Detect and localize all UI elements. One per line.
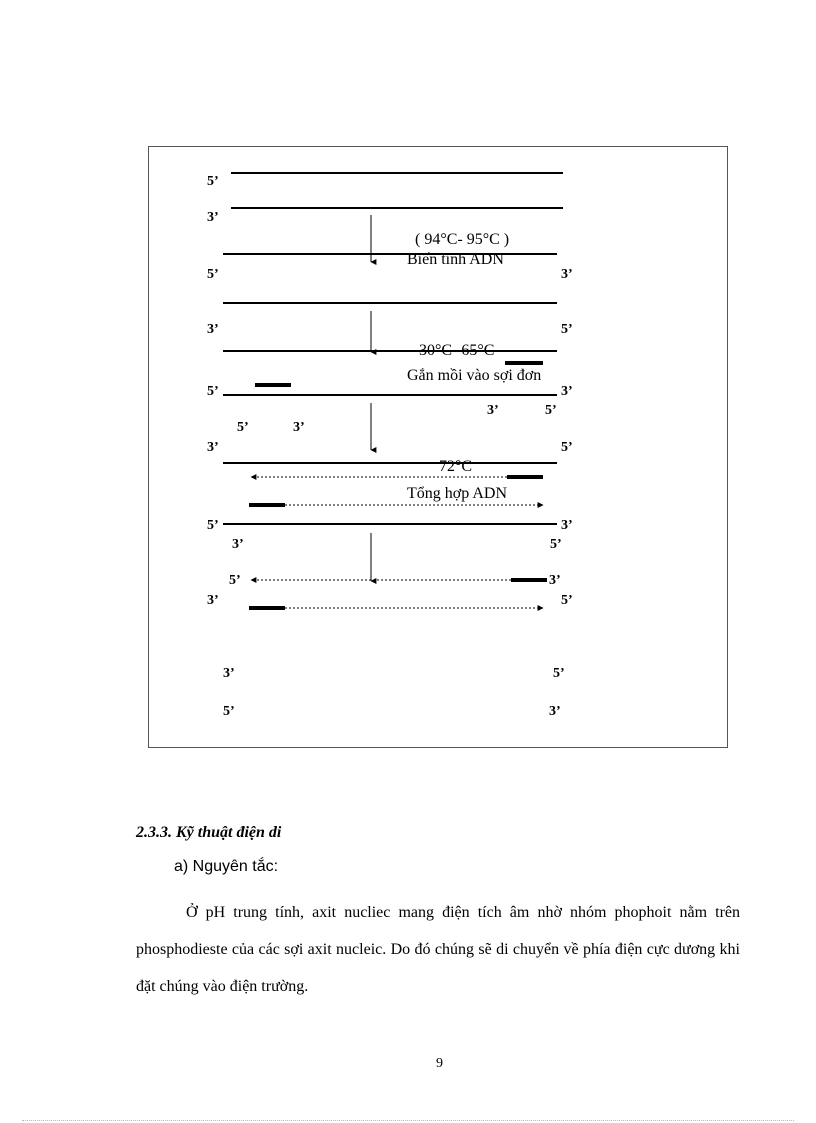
body-paragraph: Ở pH trung tính, axit nucliec mang điện tích âm nhờ nhóm phophoit nằm trên phosphodieste của các sợi axit nucleic. Do đó chúng sẽ di chuyển về phía điện cực dương khi đặt chúng vào điện trường.	[136, 904, 740, 995]
label-3prime: 3’	[293, 420, 305, 435]
section-subheading: a) Nguyên tắc:	[174, 858, 279, 875]
label-5prime: 5’	[561, 322, 573, 337]
pcr-diagram	[148, 146, 728, 748]
pcr-diagram-svg	[149, 147, 727, 747]
page-number: 9	[436, 1056, 443, 1071]
label-5prime: 5’	[207, 267, 219, 282]
label-3prime: 3’	[487, 403, 499, 418]
label-3prime: 3’	[232, 537, 244, 552]
label-5prime: 5’	[553, 666, 565, 681]
label-5prime: 5’	[207, 174, 219, 189]
step1-temperature: ( 94°C- 95°C )	[415, 231, 510, 248]
label-3prime: 3’	[207, 322, 219, 337]
label-3prime: 3’	[561, 384, 573, 399]
step3-temperature: 72°C	[439, 458, 473, 475]
step2-caption: Gắn mồi vào sợi đơn	[407, 367, 542, 384]
label-3prime: 3’	[207, 210, 219, 225]
step2-temperature: 30°C- 65°C	[419, 342, 495, 359]
label-5prime: 5’	[229, 573, 241, 588]
label-5prime: 5’	[561, 440, 573, 455]
label-3prime: 3’	[549, 573, 561, 588]
label-5prime: 5’	[207, 384, 219, 399]
label-3prime: 3’	[561, 267, 573, 282]
label-5prime: 5’	[550, 537, 562, 552]
label-3prime: 3’	[207, 593, 219, 608]
label-3prime: 3’	[207, 440, 219, 455]
step1-caption: Biến tính ADN	[407, 251, 504, 268]
label-3prime: 3’	[223, 666, 235, 681]
page-bottom-divider	[22, 1120, 794, 1121]
step3-caption: Tổng hợp ADN	[407, 485, 508, 502]
label-3prime: 3’	[561, 518, 573, 533]
label-5prime: 5’	[545, 403, 557, 418]
label-5prime: 5’	[561, 593, 573, 608]
label-3prime: 3’	[549, 704, 561, 719]
label-5prime: 5’	[223, 704, 235, 719]
label-5prime: 5’	[237, 420, 249, 435]
label-5prime: 5’	[207, 518, 219, 533]
section-heading: 2.3.3. Kỹ thuật điện di	[136, 824, 282, 841]
